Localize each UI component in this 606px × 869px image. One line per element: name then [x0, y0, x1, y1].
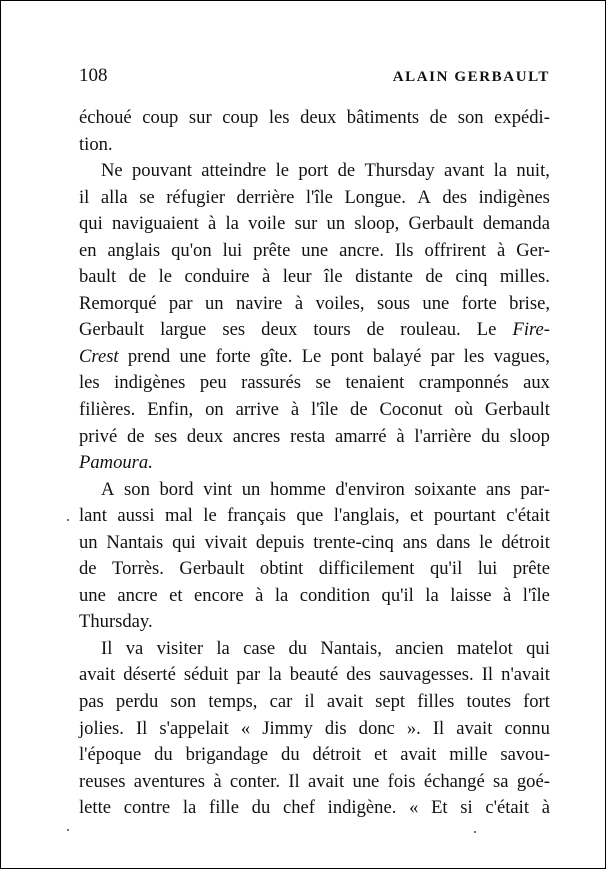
- body-text: [79, 105, 550, 822]
- word: Fire-: [512, 319, 550, 341]
- word: une: [79, 584, 106, 606]
- word: Ils: [394, 239, 414, 261]
- word: qui: [172, 531, 196, 553]
- word: détroit: [312, 744, 362, 766]
- word: ans: [402, 531, 428, 553]
- word: et: [169, 584, 183, 606]
- word: où: [454, 399, 473, 421]
- word: Gerbault: [179, 558, 245, 580]
- word: de: [429, 107, 448, 128]
- word: le: [203, 505, 217, 527]
- word: sous: [376, 292, 411, 314]
- word: difficilement: [318, 558, 415, 580]
- word: ancre: [117, 584, 158, 606]
- word: le: [158, 266, 173, 288]
- text-line: [79, 769, 550, 796]
- word: la: [268, 664, 282, 686]
- word: deux: [186, 425, 224, 447]
- word: reuses: [79, 770, 126, 792]
- word: balayé: [372, 345, 422, 367]
- word: des: [346, 664, 372, 686]
- text-line: [79, 397, 550, 424]
- word: jolies.: [79, 717, 124, 739]
- word: île: [324, 266, 343, 288]
- word: rassurés: [241, 372, 302, 394]
- word: en: [79, 239, 97, 261]
- word: conduire: [184, 266, 250, 288]
- word: brise,: [509, 292, 550, 314]
- word: Il: [101, 637, 113, 659]
- word: Gerbault: [408, 213, 474, 235]
- text-line: [79, 344, 550, 371]
- word: sa: [493, 770, 509, 792]
- word: s'appelait: [159, 717, 229, 739]
- word: réfugier: [166, 186, 226, 208]
- word: leur: [282, 266, 312, 288]
- word: pont: [330, 345, 364, 367]
- word: Longue.: [344, 186, 406, 208]
- word: Enfin,: [147, 399, 194, 421]
- text-line: [79, 424, 550, 451]
- word: du: [288, 637, 308, 659]
- word: brigandage: [185, 744, 269, 766]
- word: expédi-: [494, 107, 550, 128]
- word: cramponnés: [418, 372, 509, 394]
- word: forte: [215, 345, 251, 367]
- word: indigènes: [478, 186, 550, 208]
- word: qui: [526, 637, 550, 659]
- word: laisse: [450, 584, 492, 606]
- word: savou-: [500, 744, 550, 766]
- word: à: [255, 584, 264, 606]
- word: Gerbault: [484, 399, 550, 421]
- word: ancre.: [339, 239, 384, 261]
- text-line: [79, 503, 550, 530]
- word: l'époque: [79, 744, 142, 766]
- word: une: [301, 239, 329, 261]
- word: port: [298, 160, 329, 182]
- text-line: [79, 105, 550, 132]
- word: l'île: [311, 399, 339, 421]
- word: vint: [203, 478, 233, 500]
- word: si: [460, 797, 473, 819]
- word: deux: [261, 319, 298, 341]
- word: de: [366, 319, 385, 341]
- word: dans: [436, 531, 471, 553]
- word: Jimmy: [262, 717, 313, 739]
- word: son: [170, 691, 197, 713]
- word: distante: [355, 266, 413, 288]
- word: trente-cinq: [313, 531, 394, 553]
- word: et: [373, 744, 388, 766]
- word: perdu: [115, 691, 159, 713]
- word: conter.: [229, 770, 281, 792]
- word: n'avait: [501, 664, 550, 686]
- word: à: [503, 584, 512, 606]
- word: Nantais,: [320, 637, 382, 659]
- word: arrive: [235, 399, 279, 421]
- word: vivait: [204, 531, 248, 553]
- word: des: [442, 186, 468, 208]
- word: Et: [431, 797, 448, 819]
- word: par: [430, 345, 455, 367]
- word: les: [268, 107, 290, 128]
- word: privé: [79, 425, 118, 447]
- word: filles: [417, 691, 455, 713]
- word: temps,: [208, 691, 258, 713]
- word: coup: [142, 107, 179, 128]
- word: Crest: [79, 345, 119, 367]
- word: Il: [288, 770, 300, 792]
- word: cinq: [455, 266, 488, 288]
- word: déserté: [123, 664, 176, 686]
- word: forte: [461, 292, 497, 314]
- scan-speck: [474, 831, 476, 833]
- word: sept: [375, 691, 406, 713]
- word: tours: [313, 319, 351, 341]
- word: mal: [164, 505, 193, 527]
- text-line: [79, 583, 550, 610]
- text-line: [79, 317, 550, 344]
- word: anglais: [107, 239, 161, 261]
- word: sur: [294, 213, 318, 235]
- word: tion.: [79, 133, 113, 155]
- text-line: [79, 795, 550, 822]
- word: goé-: [516, 770, 550, 792]
- word: Gerbault: [79, 319, 145, 341]
- word: ancien: [395, 637, 444, 659]
- word: la: [182, 797, 197, 819]
- word: un: [241, 478, 261, 500]
- word: sloop: [509, 425, 550, 447]
- text-line: [79, 450, 550, 477]
- word: navire: [235, 292, 283, 314]
- word: à: [290, 399, 300, 421]
- word: avait: [308, 770, 345, 792]
- word: de: [79, 558, 97, 580]
- word: «: [240, 717, 251, 739]
- word: donc: [358, 717, 395, 739]
- word: les: [79, 372, 100, 394]
- word: pas: [79, 691, 104, 713]
- word: ».: [406, 717, 421, 739]
- word: Coconut: [379, 399, 443, 421]
- word: indigènes: [114, 372, 186, 394]
- scan-speck: [67, 519, 69, 521]
- word: Le: [476, 319, 497, 341]
- word: séduit: [183, 664, 229, 686]
- word: indigène.: [327, 797, 397, 819]
- word: et: [410, 505, 424, 527]
- word: ses: [222, 319, 246, 341]
- text-line: [79, 742, 550, 769]
- word: c'était: [506, 505, 550, 527]
- word: A: [417, 186, 431, 208]
- word: se: [139, 186, 155, 208]
- word: vagues,: [493, 345, 550, 367]
- text-line: [79, 477, 550, 504]
- word: Il: [481, 664, 494, 686]
- word: du: [154, 744, 173, 766]
- text-line: [79, 211, 550, 238]
- word: prête: [253, 239, 291, 261]
- word: la: [425, 584, 439, 606]
- text-line: [79, 132, 550, 159]
- word: à: [541, 797, 550, 819]
- word: il: [79, 186, 90, 208]
- word: la: [493, 160, 507, 182]
- word: peu: [199, 372, 227, 394]
- word: lant: [79, 505, 107, 527]
- word: la: [225, 213, 239, 235]
- word: Il: [135, 717, 148, 739]
- word: milles.: [499, 266, 550, 288]
- word: bâtiments: [346, 107, 420, 128]
- word: échangé: [423, 770, 485, 792]
- word: l'île: [522, 584, 550, 606]
- word: visiter: [156, 637, 204, 659]
- word: aventures: [133, 770, 206, 792]
- word: l'île: [305, 186, 333, 208]
- word: prend: [127, 345, 171, 367]
- word: pourtant: [433, 505, 496, 527]
- word: de: [337, 160, 356, 182]
- word: Torrès.: [112, 558, 164, 580]
- word: du: [251, 797, 271, 819]
- word: mille: [449, 744, 488, 766]
- word: fort: [523, 691, 550, 713]
- word: on: [205, 399, 224, 421]
- word: avait: [326, 691, 363, 713]
- word: Thursday.: [79, 611, 153, 633]
- word: le: [479, 531, 493, 553]
- word: Le: [301, 345, 322, 367]
- word: pouvant: [132, 160, 192, 182]
- word: un: [204, 292, 224, 314]
- text-line: [79, 370, 550, 397]
- word: la: [216, 637, 230, 659]
- page-number: 108: [79, 65, 108, 86]
- word: de: [350, 399, 368, 421]
- word: l'anglais,: [333, 505, 400, 527]
- word: A: [101, 478, 115, 500]
- word: Pamoura.: [79, 452, 153, 474]
- word: dis: [324, 717, 347, 739]
- text-line: [79, 291, 550, 318]
- word: ses: [154, 425, 178, 447]
- word: à: [396, 425, 405, 447]
- word: à: [497, 239, 506, 261]
- word: son: [457, 107, 484, 128]
- page-header: [79, 65, 550, 89]
- word: ans: [485, 478, 511, 500]
- word: bault: [79, 266, 117, 288]
- text-line: [79, 662, 550, 689]
- word: depuis: [255, 531, 305, 553]
- word: à: [294, 292, 304, 314]
- word: lui: [477, 558, 498, 580]
- word: un: [79, 531, 98, 553]
- word: français: [227, 505, 286, 527]
- word: le: [275, 160, 289, 182]
- word: deux: [300, 107, 337, 128]
- word: soixante: [414, 478, 477, 500]
- word: atteindre: [201, 160, 267, 182]
- word: encore: [194, 584, 244, 606]
- word: nuit,: [516, 160, 550, 182]
- text-line: [79, 185, 550, 212]
- word: tenaient: [345, 372, 405, 394]
- word: sloop,: [354, 213, 400, 235]
- word: case: [243, 637, 276, 659]
- text-line: [79, 609, 550, 636]
- word: prête: [512, 558, 550, 580]
- word: avait: [456, 717, 493, 739]
- word: l'arrière: [414, 425, 472, 447]
- word: lui: [222, 239, 243, 261]
- word: de: [128, 266, 147, 288]
- text-line: [79, 238, 550, 265]
- word: une: [352, 770, 380, 792]
- word: de: [425, 266, 443, 288]
- word: largue: [160, 319, 207, 341]
- word: chef: [282, 797, 315, 819]
- word: la: [274, 584, 289, 606]
- word: une: [179, 345, 207, 367]
- word: d'environ: [335, 478, 405, 500]
- word: qui: [79, 213, 103, 235]
- word: Ne: [101, 160, 123, 182]
- word: échoué: [79, 107, 132, 128]
- word: qu'on: [171, 239, 212, 261]
- word: Il: [432, 717, 445, 739]
- word: rouleau.: [400, 319, 461, 341]
- word: toutes: [466, 691, 511, 713]
- word: de: [127, 425, 145, 447]
- word: du: [481, 425, 500, 447]
- word: contre: [123, 797, 171, 819]
- word: fois: [387, 770, 416, 792]
- text-line: [79, 556, 550, 583]
- word: Nantais: [106, 531, 164, 553]
- text-line: [79, 716, 550, 743]
- word: un: [326, 213, 346, 235]
- word: sauvagesses.: [379, 664, 474, 686]
- word: à: [261, 266, 271, 288]
- word: avait: [79, 664, 116, 686]
- word: bord: [159, 478, 194, 500]
- word: son: [124, 478, 150, 500]
- word: fille: [209, 797, 239, 819]
- text-line: [79, 158, 550, 185]
- word: coup: [222, 107, 259, 128]
- word: c'était: [485, 797, 530, 819]
- text-line: [79, 264, 550, 291]
- text-line: [79, 689, 550, 716]
- word: voiles,: [315, 292, 365, 314]
- word: resta: [290, 425, 326, 447]
- word: aussi: [117, 505, 155, 527]
- word: lette: [79, 797, 112, 819]
- text-line: [79, 636, 550, 663]
- word: connu: [504, 717, 550, 739]
- word: beauté: [289, 664, 339, 686]
- word: homme: [269, 478, 326, 500]
- word: matelot: [457, 637, 513, 659]
- word: sur: [188, 107, 212, 128]
- word: qu'il: [429, 558, 463, 580]
- word: voile: [248, 213, 286, 235]
- word: que: [296, 505, 324, 527]
- word: amarré: [334, 425, 387, 447]
- word: aux: [523, 372, 550, 394]
- text-line: [79, 530, 550, 557]
- word: détroit: [501, 531, 550, 553]
- word: les: [463, 345, 485, 367]
- word: derrière: [236, 186, 295, 208]
- word: qu'il: [381, 584, 414, 606]
- word: se: [315, 372, 331, 394]
- word: offrirent: [424, 239, 487, 261]
- word: «: [409, 797, 419, 819]
- word: du: [281, 744, 300, 766]
- word: filières.: [79, 399, 136, 421]
- scan-speck: [67, 829, 69, 831]
- word: gîte.: [259, 345, 293, 367]
- word: par-: [520, 478, 550, 500]
- word: car: [269, 691, 293, 713]
- word: Thursday: [364, 160, 435, 182]
- word: avant: [444, 160, 485, 182]
- word: par: [168, 292, 193, 314]
- word: va: [125, 637, 144, 659]
- word: obtint: [259, 558, 304, 580]
- word: Remorqué: [79, 292, 157, 314]
- word: il: [304, 691, 315, 713]
- word: ancres: [232, 425, 281, 447]
- word: alla: [100, 186, 128, 208]
- word: naviguaient: [112, 213, 199, 235]
- word: par: [236, 664, 261, 686]
- running-head: ALAIN GERBAULT: [392, 69, 550, 85]
- word: avait: [400, 744, 437, 766]
- word: demanda: [482, 213, 550, 235]
- word: à: [207, 213, 217, 235]
- word: Ger-: [516, 239, 550, 261]
- word: à: [213, 770, 222, 792]
- word: condition: [299, 584, 371, 606]
- word: une: [422, 292, 450, 314]
